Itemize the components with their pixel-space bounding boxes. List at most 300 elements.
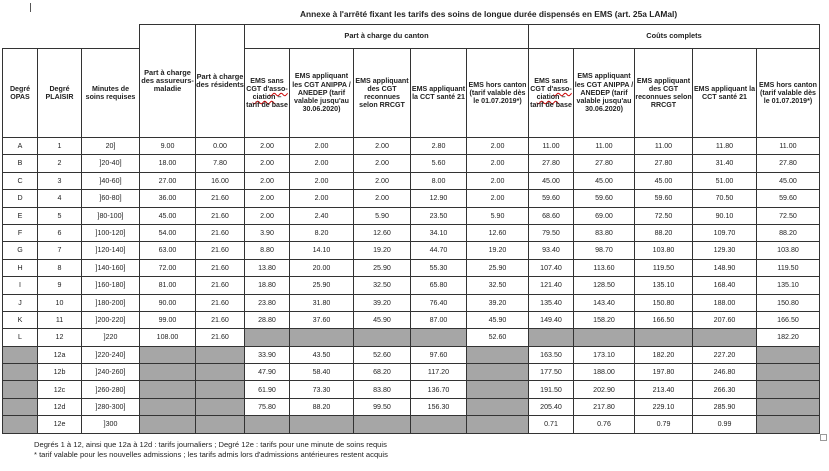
cell-assureurs: 99.00: [140, 311, 196, 328]
cell-complets-rrcgt: 166.50: [635, 311, 693, 328]
header-spacer: [3, 25, 140, 49]
table-row: [3, 138, 820, 155]
table-row: [3, 224, 820, 241]
cell-complets-sans-cgt: 45.00: [529, 172, 574, 189]
cell-complets-sans-cgt: 107.40: [529, 259, 574, 276]
cell-complets-anippa: 143.40: [574, 294, 635, 311]
cell-degre-plaisir: 12: [38, 329, 82, 346]
cell-complets-sans-cgt: 11.00: [529, 138, 574, 155]
cell-complets-anippa: 173.10: [574, 346, 635, 363]
table-row: [3, 346, 820, 363]
cell-canton-sans-cgt: 3.90: [245, 224, 290, 241]
table-row: [3, 190, 820, 207]
spellcheck-word: asso-ciation: [536, 84, 572, 101]
footnote-1: Degrés 1 à 12, ainsi que 12a à 12d : tarifs journaliers ; Degré 12e : tarifs pour une minute de soins requis: [34, 440, 387, 449]
table-row: [3, 155, 820, 172]
header-complets-cct: EMS appliquant la CCT santé 21: [693, 49, 757, 138]
cell-degre-plaisir: 12c: [38, 381, 82, 398]
cell-assureurs: 45.00: [140, 207, 196, 224]
cell-degre-opas: [3, 416, 38, 433]
cell-complets-rrcgt: 11.00: [635, 138, 693, 155]
cell-canton-cct: [411, 329, 467, 346]
cell-degre-opas: F: [3, 224, 38, 241]
header-minutes: Minutes de soins requises: [82, 49, 140, 138]
table-row: [3, 242, 820, 259]
cell-canton-hors: 12.60: [467, 224, 529, 241]
cell-canton-hors: [467, 364, 529, 381]
cell-canton-sans-cgt: 28.80: [245, 311, 290, 328]
cell-canton-sans-cgt: 61.90: [245, 381, 290, 398]
cell-minutes: 20]: [82, 138, 140, 155]
cell-canton-hors: 45.90: [467, 311, 529, 328]
table-row: [3, 398, 820, 415]
cell-complets-rrcgt: 150.80: [635, 294, 693, 311]
cell-canton-sans-cgt: 2.00: [245, 155, 290, 172]
header-complets-hors: EMS hors canton (tarif valable dès le 01.07.2019*): [757, 49, 820, 138]
cell-canton-cct: 34.10: [411, 224, 467, 241]
cell-complets-hors: [757, 364, 820, 381]
cell-degre-opas: C: [3, 172, 38, 189]
cell-complets-cct: 148.90: [693, 259, 757, 276]
cell-degre-plaisir: 12d: [38, 398, 82, 415]
cell-canton-rrcgt: 39.20: [354, 294, 411, 311]
cell-canton-sans-cgt: 75.80: [245, 398, 290, 415]
cell-canton-cct: 136.70: [411, 381, 467, 398]
cell-complets-anippa: 98.70: [574, 242, 635, 259]
cell-canton-cct: 117.20: [411, 364, 467, 381]
cell-degre-opas: K: [3, 311, 38, 328]
cell-assureurs: [140, 398, 196, 415]
footnotes: [34, 440, 388, 460]
cell-degre-opas: [3, 381, 38, 398]
cell-residents: [196, 381, 245, 398]
table-row: [3, 207, 820, 224]
cell-canton-rrcgt: 52.60: [354, 346, 411, 363]
cell-canton-sans-cgt: 8.80: [245, 242, 290, 259]
cell-assureurs: [140, 346, 196, 363]
cell-canton-rrcgt: 19.20: [354, 242, 411, 259]
cell-complets-anippa: 83.80: [574, 224, 635, 241]
header-text: – tarif de base: [246, 93, 288, 110]
cell-canton-cct: 12.90: [411, 190, 467, 207]
cell-complets-sans-cgt: 121.40: [529, 277, 574, 294]
cell-complets-hors: 72.50: [757, 207, 820, 224]
table-row: [3, 259, 820, 276]
header-degre-plaisir: Degré PLAISIR: [38, 49, 82, 138]
cell-canton-cct: 97.60: [411, 346, 467, 363]
cell-minutes: ]120-140]: [82, 242, 140, 259]
cell-complets-rrcgt: 182.20: [635, 346, 693, 363]
cell-canton-rrcgt: 2.00: [354, 172, 411, 189]
cell-canton-anippa: 88.20: [290, 398, 354, 415]
cell-assureurs: 63.00: [140, 242, 196, 259]
cell-canton-cct: 44.70: [411, 242, 467, 259]
group-header-complets: Coûts complets: [529, 25, 820, 49]
cell-complets-sans-cgt: 163.50: [529, 346, 574, 363]
cell-complets-cct: 109.70: [693, 224, 757, 241]
cell-complets-hors: 182.20: [757, 329, 820, 346]
header-canton-sans-cgt: [245, 49, 290, 138]
cell-minutes: ]60-80]: [82, 190, 140, 207]
cell-complets-rrcgt: 197.80: [635, 364, 693, 381]
cell-complets-cct: 207.60: [693, 311, 757, 328]
cell-complets-hors: [757, 346, 820, 363]
cell-minutes: ]20-40]: [82, 155, 140, 172]
cell-canton-cct: [411, 416, 467, 433]
cell-complets-anippa: 45.00: [574, 172, 635, 189]
cell-canton-cct: 23.50: [411, 207, 467, 224]
cell-complets-sans-cgt: 177.50: [529, 364, 574, 381]
cell-canton-sans-cgt: 2.00: [245, 138, 290, 155]
cell-canton-cct: 156.30: [411, 398, 467, 415]
cell-assureurs: 72.00: [140, 259, 196, 276]
cell-complets-hors: 11.00: [757, 138, 820, 155]
cell-degre-opas: B: [3, 155, 38, 172]
cell-canton-sans-cgt: [245, 329, 290, 346]
cell-canton-cct: 76.40: [411, 294, 467, 311]
cell-canton-anippa: 58.40: [290, 364, 354, 381]
cell-canton-rrcgt: 2.00: [354, 190, 411, 207]
cell-canton-anippa: 73.30: [290, 381, 354, 398]
cell-degre-plaisir: 12e: [38, 416, 82, 433]
cell-complets-rrcgt: 135.10: [635, 277, 693, 294]
cell-complets-rrcgt: 59.60: [635, 190, 693, 207]
cell-canton-hors: 19.20: [467, 242, 529, 259]
cell-assureurs: 18.00: [140, 155, 196, 172]
cell-canton-rrcgt: 99.50: [354, 398, 411, 415]
cell-canton-hors: 25.90: [467, 259, 529, 276]
header-text: – tarif de base: [530, 93, 572, 110]
cell-assureurs: 81.00: [140, 277, 196, 294]
cell-residents: [196, 346, 245, 363]
table-row: [3, 416, 820, 433]
cell-degre-plaisir: 9: [38, 277, 82, 294]
cell-minutes: ]100-120]: [82, 224, 140, 241]
cell-complets-hors: 103.80: [757, 242, 820, 259]
cell-degre-plaisir: 10: [38, 294, 82, 311]
cell-canton-anippa: 43.50: [290, 346, 354, 363]
cell-canton-rrcgt: 68.20: [354, 364, 411, 381]
cell-minutes: ]240-260]: [82, 364, 140, 381]
cell-minutes: ]80-100]: [82, 207, 140, 224]
table-row: [3, 329, 820, 346]
text-cursor: [30, 3, 31, 12]
cell-residents: 0.00: [196, 138, 245, 155]
cell-canton-anippa: 25.90: [290, 277, 354, 294]
cell-canton-rrcgt: [354, 329, 411, 346]
header-complets-rrcgt: EMS appliquant des CGT reconnues selon RRCGT: [635, 49, 693, 138]
cell-residents: 21.60: [196, 207, 245, 224]
cell-assureurs: 27.00: [140, 172, 196, 189]
cell-assureurs: [140, 364, 196, 381]
cell-complets-sans-cgt: 191.50: [529, 381, 574, 398]
cell-canton-cct: 55.30: [411, 259, 467, 276]
cell-residents: 21.60: [196, 224, 245, 241]
cell-complets-sans-cgt: [529, 329, 574, 346]
header-complets-anippa: EMS appliquant les CGT ANIPPA / ANEDEP (tarif valable jusqu'au 30.06.2020): [574, 49, 635, 138]
cell-canton-sans-cgt: 13.80: [245, 259, 290, 276]
cell-degre-opas: J: [3, 294, 38, 311]
cell-residents: 16.00: [196, 172, 245, 189]
cell-complets-anippa: 27.80: [574, 155, 635, 172]
cell-degre-opas: H: [3, 259, 38, 276]
table-row: [3, 277, 820, 294]
cell-complets-anippa: 158.20: [574, 311, 635, 328]
cell-degre-plaisir: 11: [38, 311, 82, 328]
header-text: EMS sans CGT d': [246, 76, 284, 93]
cell-complets-anippa: 128.50: [574, 277, 635, 294]
cell-degre-plaisir: 3: [38, 172, 82, 189]
cell-canton-hors: 2.00: [467, 138, 529, 155]
document-title: Annexe à l'arrêté fixant les tarifs des soins de longue durée dispensés en EMS (art. 25a LAMal): [300, 9, 678, 19]
cell-degre-opas: [3, 398, 38, 415]
cell-minutes: ]180-200]: [82, 294, 140, 311]
cell-complets-rrcgt: [635, 329, 693, 346]
cell-complets-sans-cgt: 149.40: [529, 311, 574, 328]
cell-complets-anippa: 69.00: [574, 207, 635, 224]
cell-canton-anippa: 2.00: [290, 190, 354, 207]
cell-assureurs: 54.00: [140, 224, 196, 241]
cell-complets-hors: 27.80: [757, 155, 820, 172]
cell-complets-cct: 90.10: [693, 207, 757, 224]
cell-canton-hors: [467, 381, 529, 398]
cell-degre-opas: [3, 346, 38, 363]
cell-canton-cct: 5.60: [411, 155, 467, 172]
cell-residents: [196, 416, 245, 433]
cell-complets-sans-cgt: 135.40: [529, 294, 574, 311]
cell-canton-anippa: 14.10: [290, 242, 354, 259]
cell-complets-rrcgt: 119.50: [635, 259, 693, 276]
cell-assureurs: 90.00: [140, 294, 196, 311]
cell-degre-opas: A: [3, 138, 38, 155]
cell-canton-hors: [467, 398, 529, 415]
spellcheck-word: asso-ciation: [252, 84, 288, 101]
cell-canton-anippa: [290, 329, 354, 346]
table-resize-handle[interactable]: [820, 434, 827, 441]
cell-degre-plaisir: 5: [38, 207, 82, 224]
cell-canton-cct: 65.80: [411, 277, 467, 294]
cell-residents: 21.60: [196, 242, 245, 259]
cell-complets-cct: 285.90: [693, 398, 757, 415]
header-complets-sans-cgt: [529, 49, 574, 138]
cell-complets-sans-cgt: 205.40: [529, 398, 574, 415]
cell-complets-rrcgt: 88.20: [635, 224, 693, 241]
cell-complets-cct: 31.40: [693, 155, 757, 172]
cell-degre-opas: D: [3, 190, 38, 207]
cell-residents: 21.60: [196, 259, 245, 276]
cell-complets-hors: [757, 416, 820, 433]
cell-canton-rrcgt: 83.80: [354, 381, 411, 398]
cell-degre-plaisir: 12a: [38, 346, 82, 363]
cell-complets-anippa: [574, 329, 635, 346]
cell-degre-opas: [3, 364, 38, 381]
table-row: [3, 172, 820, 189]
cell-complets-cct: 266.30: [693, 381, 757, 398]
cell-complets-hors: 166.50: [757, 311, 820, 328]
cell-complets-anippa: 188.00: [574, 364, 635, 381]
cell-minutes: ]260-280]: [82, 381, 140, 398]
cell-minutes: ]220-240]: [82, 346, 140, 363]
cell-complets-cct: 11.80: [693, 138, 757, 155]
cell-degre-plaisir: 7: [38, 242, 82, 259]
cell-canton-hors: 2.00: [467, 190, 529, 207]
cell-canton-sans-cgt: [245, 416, 290, 433]
cell-canton-cct: 87.00: [411, 311, 467, 328]
cell-canton-anippa: 2.00: [290, 138, 354, 155]
cell-degre-plaisir: 1: [38, 138, 82, 155]
cell-canton-hors: 5.90: [467, 207, 529, 224]
cell-canton-rrcgt: 25.90: [354, 259, 411, 276]
cell-canton-cct: 8.00: [411, 172, 467, 189]
cell-canton-rrcgt: 2.00: [354, 138, 411, 155]
cell-canton-sans-cgt: 18.80: [245, 277, 290, 294]
footnote-2: * tarif valable pour les nouvelles admissions ; les tarifs admis lors d'admissions antérieures restent acquis: [34, 450, 388, 459]
cell-minutes: ]200-220]: [82, 311, 140, 328]
cell-complets-anippa: 59.60: [574, 190, 635, 207]
cell-canton-hors: 39.20: [467, 294, 529, 311]
cell-complets-hors: 88.20: [757, 224, 820, 241]
cell-degre-plaisir: 2: [38, 155, 82, 172]
cell-degre-opas: G: [3, 242, 38, 259]
cell-canton-anippa: 20.00: [290, 259, 354, 276]
cell-complets-hors: [757, 398, 820, 415]
header-degre-opas: Degré OPAS: [3, 49, 38, 138]
cell-assureurs: [140, 416, 196, 433]
cell-complets-cct: 227.20: [693, 346, 757, 363]
cell-complets-anippa: 113.60: [574, 259, 635, 276]
group-header-canton: Part à charge du canton: [245, 25, 529, 49]
cell-canton-rrcgt: 12.60: [354, 224, 411, 241]
header-canton-hors: EMS hors canton (tarif valable dès le 01.07.2019*): [467, 49, 529, 138]
header-text: EMS sans CGT d': [530, 76, 568, 93]
cell-canton-rrcgt: 2.00: [354, 155, 411, 172]
cell-complets-rrcgt: 213.40: [635, 381, 693, 398]
cell-complets-sans-cgt: 0.71: [529, 416, 574, 433]
cell-canton-anippa: 8.20: [290, 224, 354, 241]
cell-complets-anippa: 11.00: [574, 138, 635, 155]
cell-canton-sans-cgt: 23.80: [245, 294, 290, 311]
cell-complets-anippa: 202.90: [574, 381, 635, 398]
cell-minutes: ]140-160]: [82, 259, 140, 276]
cell-canton-rrcgt: 5.90: [354, 207, 411, 224]
cell-complets-rrcgt: 72.50: [635, 207, 693, 224]
cell-complets-rrcgt: 27.80: [635, 155, 693, 172]
cell-degre-plaisir: 4: [38, 190, 82, 207]
cell-residents: 21.60: [196, 311, 245, 328]
cell-canton-hors: 52.60: [467, 329, 529, 346]
cell-residents: 21.60: [196, 329, 245, 346]
cell-complets-anippa: 217.80: [574, 398, 635, 415]
cell-canton-anippa: 31.80: [290, 294, 354, 311]
cell-degre-opas: I: [3, 277, 38, 294]
cell-complets-cct: 129.30: [693, 242, 757, 259]
cell-degre-plaisir: 6: [38, 224, 82, 241]
cell-canton-sans-cgt: 2.00: [245, 172, 290, 189]
cell-complets-sans-cgt: 93.40: [529, 242, 574, 259]
cell-canton-anippa: 37.60: [290, 311, 354, 328]
header-assureurs: Part à charge des assureurs-maladie: [140, 25, 196, 138]
cell-complets-sans-cgt: 68.60: [529, 207, 574, 224]
cell-complets-cct: 70.50: [693, 190, 757, 207]
cell-residents: [196, 364, 245, 381]
cell-complets-sans-cgt: 27.80: [529, 155, 574, 172]
table-body: [3, 138, 820, 434]
cell-complets-cct: 188.00: [693, 294, 757, 311]
cell-assureurs: 108.00: [140, 329, 196, 346]
cell-residents: 21.60: [196, 294, 245, 311]
cell-minutes: ]40-60]: [82, 172, 140, 189]
cell-canton-sans-cgt: 47.90: [245, 364, 290, 381]
cell-complets-rrcgt: 229.10: [635, 398, 693, 415]
cell-minutes: ]300: [82, 416, 140, 433]
tariff-table: [2, 24, 820, 434]
cell-complets-hors: 45.00: [757, 172, 820, 189]
cell-canton-cct: 2.80: [411, 138, 467, 155]
cell-minutes: ]280-300]: [82, 398, 140, 415]
cell-canton-hors: [467, 346, 529, 363]
cell-complets-cct: 246.80: [693, 364, 757, 381]
cell-canton-anippa: 2.00: [290, 172, 354, 189]
cell-complets-hors: 135.10: [757, 277, 820, 294]
cell-degre-plaisir: 8: [38, 259, 82, 276]
cell-canton-anippa: 2.40: [290, 207, 354, 224]
header-canton-rrcgt: EMS appliquant des CGT reconnues selon RRCGT: [354, 49, 411, 138]
table-row: [3, 364, 820, 381]
cell-complets-sans-cgt: 79.50: [529, 224, 574, 241]
cell-canton-anippa: 2.00: [290, 155, 354, 172]
cell-assureurs: 36.00: [140, 190, 196, 207]
cell-complets-cct: 168.40: [693, 277, 757, 294]
cell-canton-rrcgt: 45.90: [354, 311, 411, 328]
header-canton-anippa: EMS appliquant les CGT ANIPPA / ANEDEP (tarif valable jusqu'au 30.06.2020): [290, 49, 354, 138]
cell-complets-hors: 59.60: [757, 190, 820, 207]
cell-complets-hors: 119.50: [757, 259, 820, 276]
cell-complets-hors: [757, 381, 820, 398]
cell-complets-hors: 150.80: [757, 294, 820, 311]
table-row: [3, 381, 820, 398]
header-canton-cct: EMS appliquant la CCT santé 21: [411, 49, 467, 138]
cell-residents: [196, 398, 245, 415]
cell-canton-anippa: [290, 416, 354, 433]
cell-complets-cct: [693, 329, 757, 346]
cell-canton-hors: [467, 416, 529, 433]
cell-complets-cct: 51.00: [693, 172, 757, 189]
header-residents: Part à charge des résidents: [196, 25, 245, 138]
cell-complets-sans-cgt: 59.60: [529, 190, 574, 207]
cell-degre-plaisir: 12b: [38, 364, 82, 381]
cell-complets-rrcgt: 103.80: [635, 242, 693, 259]
cell-canton-hors: 2.00: [467, 172, 529, 189]
cell-complets-rrcgt: 45.00: [635, 172, 693, 189]
cell-canton-hors: 32.50: [467, 277, 529, 294]
cell-degre-opas: E: [3, 207, 38, 224]
cell-assureurs: [140, 381, 196, 398]
cell-complets-rrcgt: 0.79: [635, 416, 693, 433]
cell-canton-sans-cgt: 33.90: [245, 346, 290, 363]
cell-degre-opas: L: [3, 329, 38, 346]
cell-canton-sans-cgt: 2.00: [245, 190, 290, 207]
cell-residents: 7.80: [196, 155, 245, 172]
table-row: [3, 311, 820, 328]
cell-complets-cct: 0.99: [693, 416, 757, 433]
cell-residents: 21.60: [196, 190, 245, 207]
table-row: [3, 294, 820, 311]
cell-minutes: ]160-180]: [82, 277, 140, 294]
cell-canton-sans-cgt: 2.00: [245, 207, 290, 224]
cell-minutes: ]220: [82, 329, 140, 346]
cell-assureurs: 9.00: [140, 138, 196, 155]
cell-canton-rrcgt: 32.50: [354, 277, 411, 294]
